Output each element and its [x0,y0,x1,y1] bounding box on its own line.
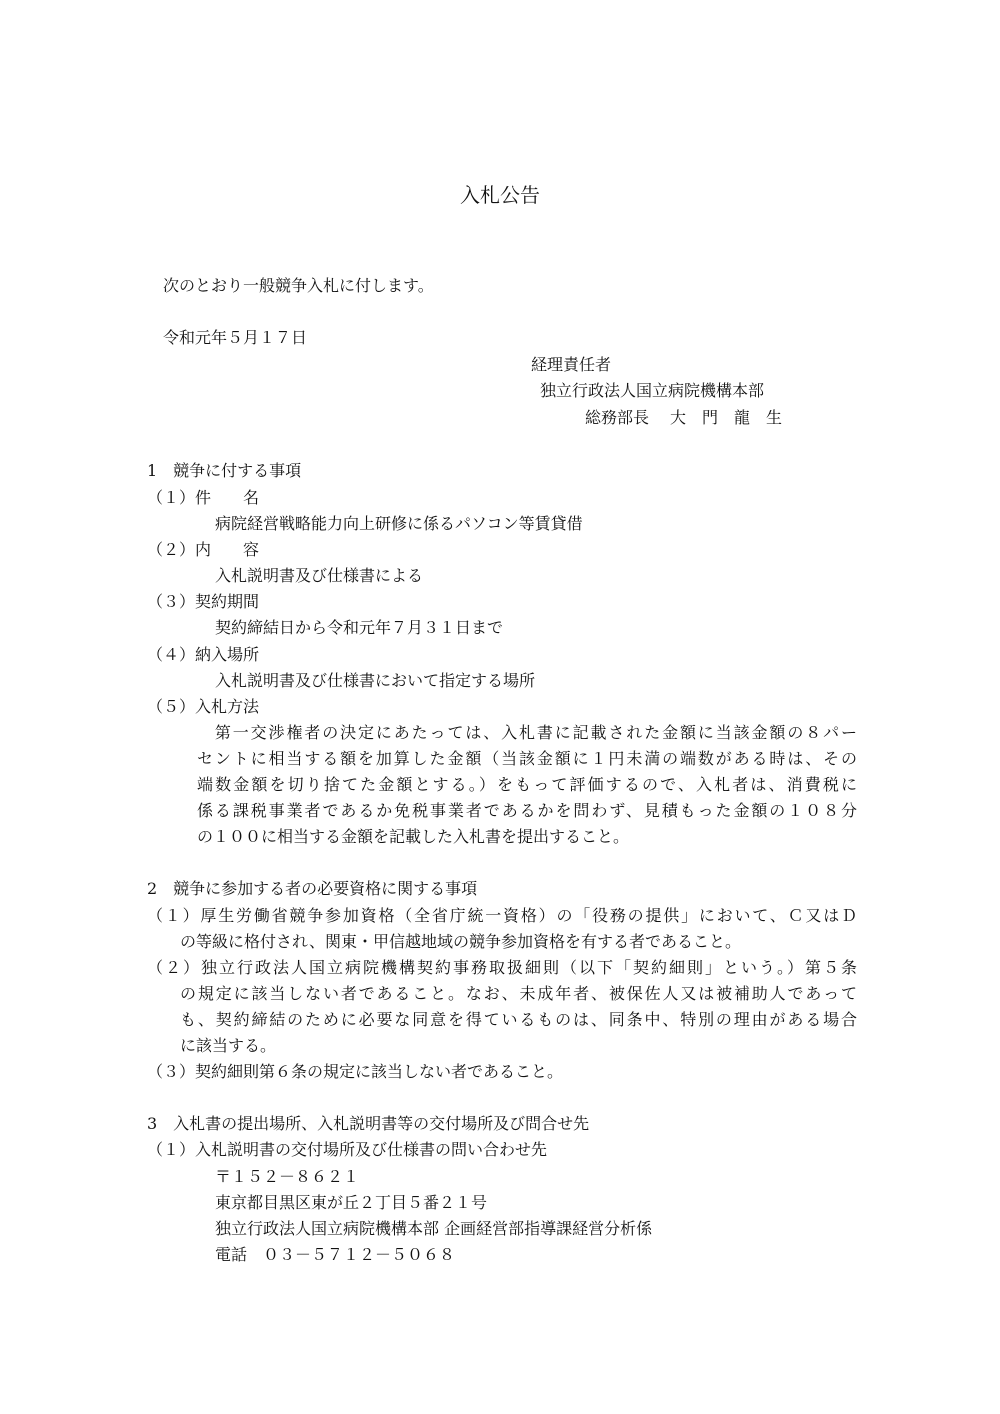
s2-item1-line1: （１）厚生労働省競争参加資格（全省庁統一資格）の「役務の提供」において、Ｃ又はＤ [147,906,857,925]
section-3-heading: 3 入札書の提出場所、入札説明書等の交付場所及び問合せ先 [147,1114,590,1133]
s1-item5-line5: の１００に相当する金額を記載した入札書を提出すること。 [197,827,630,846]
notice-date: 令和元年５月１７日 [163,328,308,347]
intro-text: 次のとおり一般競争入札に付します。 [163,276,434,295]
issuer-name: 大 門 龍 生 [670,408,783,427]
s1-item5-label: （５）入札方法 [147,697,260,716]
s1-item4-text: 入札説明書及び仕様書において指定する場所 [215,671,536,690]
s1-item2-label: （２）内 容 [147,540,260,559]
s1-item5-line1: 第一交渉権者の決定にあたっては、入札書に記載された金額に当該金額の８パー [197,723,857,742]
s1-item5-line2: セントに相当する額を加算した金額（当該金額に１円未満の端数がある時は、その [197,749,857,768]
section-1-heading: 1 競争に付する事項 [147,461,302,480]
s1-item3-text: 契約締結日から令和元年７月３１日まで [215,618,504,637]
s2-item2-line4: に該当する。 [180,1036,277,1055]
s2-item2-line3: も、契約締結のために必要な同意を得ているものは、同条中、特別の理由がある場合 [180,1010,857,1029]
s1-item1-label: （１）件 名 [147,488,260,507]
s2-item1-line2: の等級に格付され、関東・甲信越地域の競争参加資格を有する者であること。 [180,932,741,951]
s3-postal-code: 〒１５２－８６２１ [215,1167,360,1186]
s1-item5-line4: 係る課税事業者であるか免税事業者であるかを問わず、見積もった金額の１０８分 [197,801,857,820]
s1-item5-line3: 端数金額を切り捨てた金額とする。）をもって評価するので、入札者は、消費税に [197,775,857,794]
issuer-role: 経理責任者 [531,355,612,374]
section-2-heading: 2 競争に参加する者の必要資格に関する事項 [147,879,478,898]
page-title: 入札公告 [460,183,540,207]
issuer-position: 総務部長 [585,408,650,427]
s2-item3: （３）契約細則第６条の規定に該当しない者であること。 [147,1062,564,1081]
s3-phone: 電話 ０３－５７１２－５０６８ [215,1245,456,1264]
s3-address: 東京都目黒区東が丘２丁目５番２１号 [215,1193,488,1212]
s1-item1-text: 病院経営戦略能力向上研修に係るパソコン等賃貸借 [215,514,583,533]
s1-item4-label: （４）納入場所 [147,645,260,664]
s3-department: 独立行政法人国立病院機構本部 企画経営部指導課経営分析係 [215,1219,653,1238]
s3-item1-label: （１）入札説明書の交付場所及び仕様書の問い合わせ先 [147,1140,548,1159]
s2-item2-line2: の規定に該当しない者であること。なお、未成年者、被保佐人又は被補助人であって [180,984,857,1003]
s1-item2-text: 入札説明書及び仕様書による [215,566,424,585]
issuer-org: 独立行政法人国立病院機構本部 [540,381,765,400]
s1-item3-label: （３）契約期間 [147,592,260,611]
s2-item2-line1: （２）独立行政法人国立病院機構契約事務取扱細則（以下「契約細則」という。）第５条 [147,958,857,977]
